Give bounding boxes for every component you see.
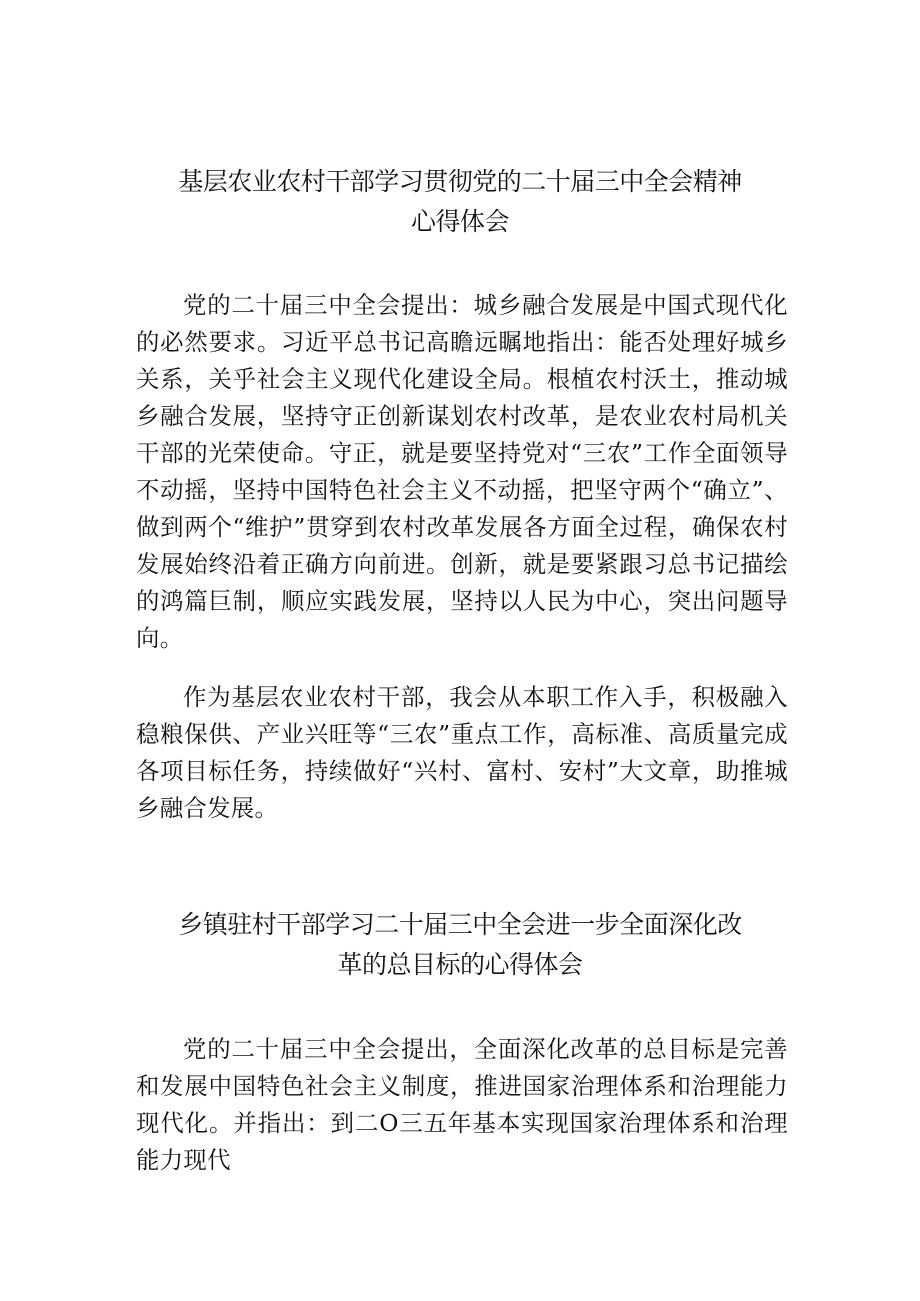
article-1-title-line-1: 基层农业农村干部学习贯彻党的二十届三中全会精神 [178,167,742,196]
article-2-paragraph-1: 党的二十届三中全会提出，全面深化改革的总目标是完善和发展中国特色社会主义制度，推进国家治理体系和治理能力现代化。并指出：到二O三五年基本实现国家治理体系和治理能力现代 [136,1035,788,1174]
article-1-paragraph-1: 党的二十届三中全会提出：城乡融合发展是中国式现代化的必然要求。习近平总书记高瞻远瞩地指出：能否处理好城乡关系，关乎社会主义现代化建设全局。根植农村沃土，推动城乡融合发展，坚持守正创新谋划农村改革，是农业农村局机关干部的光荣使命。守正，就是要坚持党对“三农”工作全面领导不动摇，坚持中国特色社会主义不动摇，把坚守两个“确立”、做到两个“维护”贯穿到农村改革发展各方面全过程，确保农村发展始终沿着正确方向前进。创新，就是要紧跟习总书记描绘的鸿篇巨制，顺应实践发展，坚持以人民为中心，突出问题导向。 [136,291,788,652]
article-1-title-line-2: 心得体会 [410,207,509,236]
article-2-title-line-2: 革的总目标的心得体会 [337,950,583,979]
article-2-title-line-1: 乡镇驻村干部学习二十届三中全会进一步全面深化改 [178,910,742,939]
article-1-title [110,162,810,242]
article-1-paragraph-2: 作为基层农业农村干部，我会从本职工作入手，积极融入稳粮保供、产业兴旺等“三农”重点工作，高标准、高质量完成各项目标任务，持续做好“兴村、富村、安村”大文章，助推城乡融合发展。 [136,683,788,822]
article-2-title [110,905,810,985]
